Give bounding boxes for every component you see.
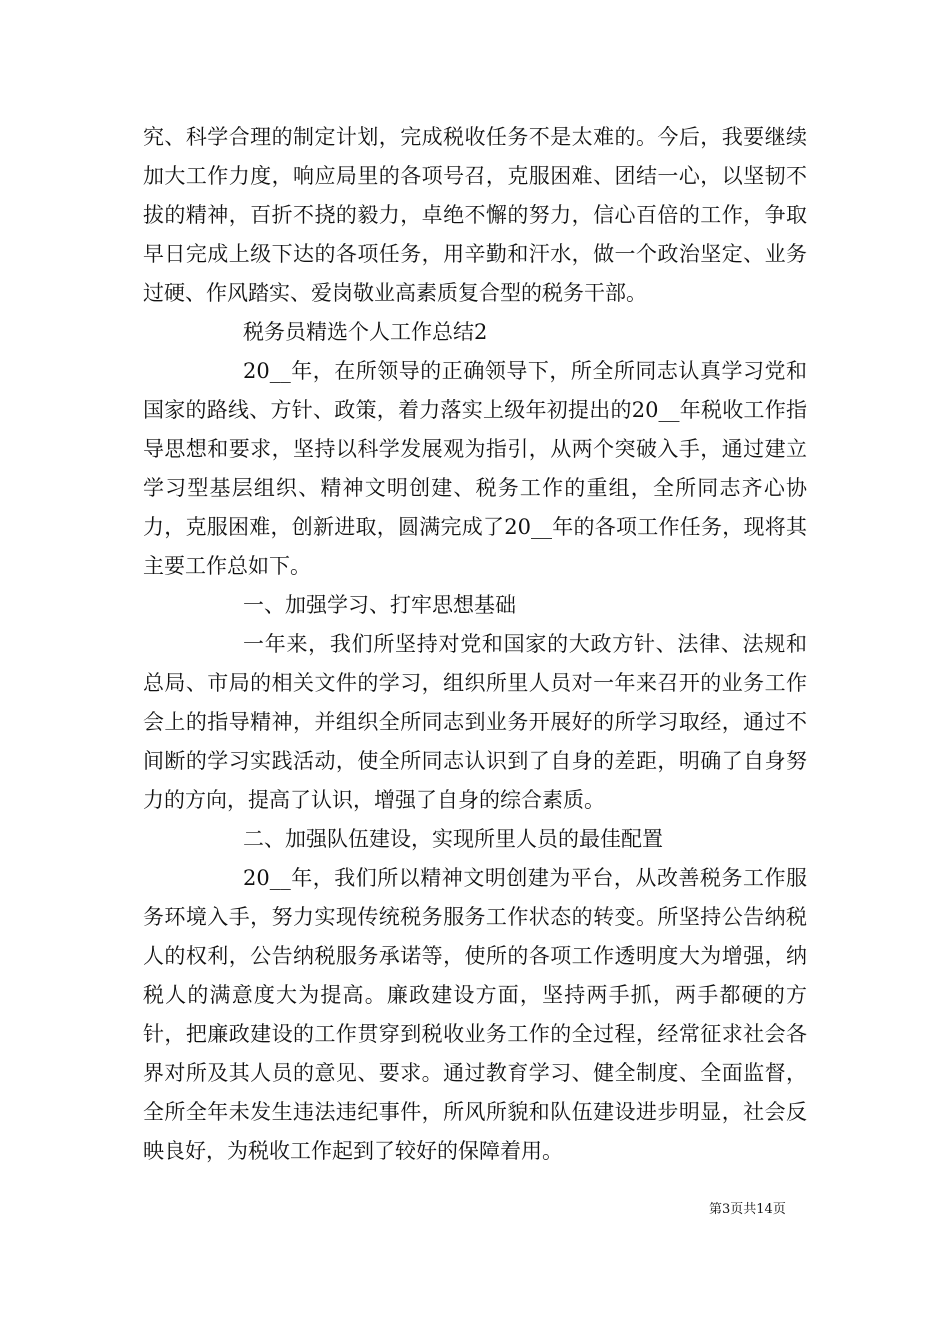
section-title: 税务员精选个人工作总结2 <box>243 320 488 344</box>
team-paragraph: 20__年，我们所以精神文明创建为平台，从改善税务工作服务环境入手，努力实现传统税务服务工作状态的转变。所坚持公告纳税人的权利，公告纳税服务承诺等，使所的各项工作透明度大为增强，纳税人的满意度大为提高。廉政建设方面，坚持两手抓，两手都硬的方针，把廉政建设的工作贯穿到税收业务工作的全过程，经常征求社会各界对所及其人员的意见、要求。通过教育学习、健全制度、全面监督，全所全年未发生违法违纪事件，所风所貌和队伍建设进步明显，社会反映良好，为税收工作起到了较好的保障着用。 <box>143 866 807 1163</box>
continued-paragraph: 究、科学合理的制定计划，完成税收任务不是太难的。今后，我要继续加大工作力度，响应局里的各项号召，克服困难、团结一心，以坚韧不拔的精神，百折不挠的毅力，卓绝不懈的努力，信心百倍的工作，争取早日完成上级下达的各项任务，用辛勤和汗水，做一个政治坚定、业务过硬、作风踏实、爱岗敬业高素质复合型的税务干部。 <box>143 125 807 305</box>
document-body <box>143 118 807 1171</box>
study-paragraph: 一年来，我们所坚持对党和国家的大政方针、法律、法规和总局、市局的相关文件的学习，组织所里人员对一年来召开的业务工作会上的指导精神，并组织全所同志到业务开展好的所学习取经，通过不间断的学习实践活动，使全所同志认识到了自身的差距，明确了自身努力的方向，提高了认识，增强了自身的综合素质。 <box>143 632 807 812</box>
page-number: 第3页共14页 <box>709 1202 786 1217</box>
heading-two: 二、加强队伍建设，实现所里人员的最佳配置 <box>243 827 663 851</box>
heading-one: 一、加强学习、打牢思想基础 <box>243 593 516 617</box>
intro-paragraph: 20__年，在所领导的正确领导下，所全所同志认真学习党和国家的路线、方针、政策，着力落实上级年初提出的20__年税收工作指导思想和要求，坚持以科学发展观为指引，从两个突破入手，通过建立学习型基层组织、精神文明创建、税务工作的重组，全所同志齐心协力，克服困难，创新进取，圆满完成了20__年的各项工作任务，现将其主要工作总如下。 <box>143 359 807 578</box>
